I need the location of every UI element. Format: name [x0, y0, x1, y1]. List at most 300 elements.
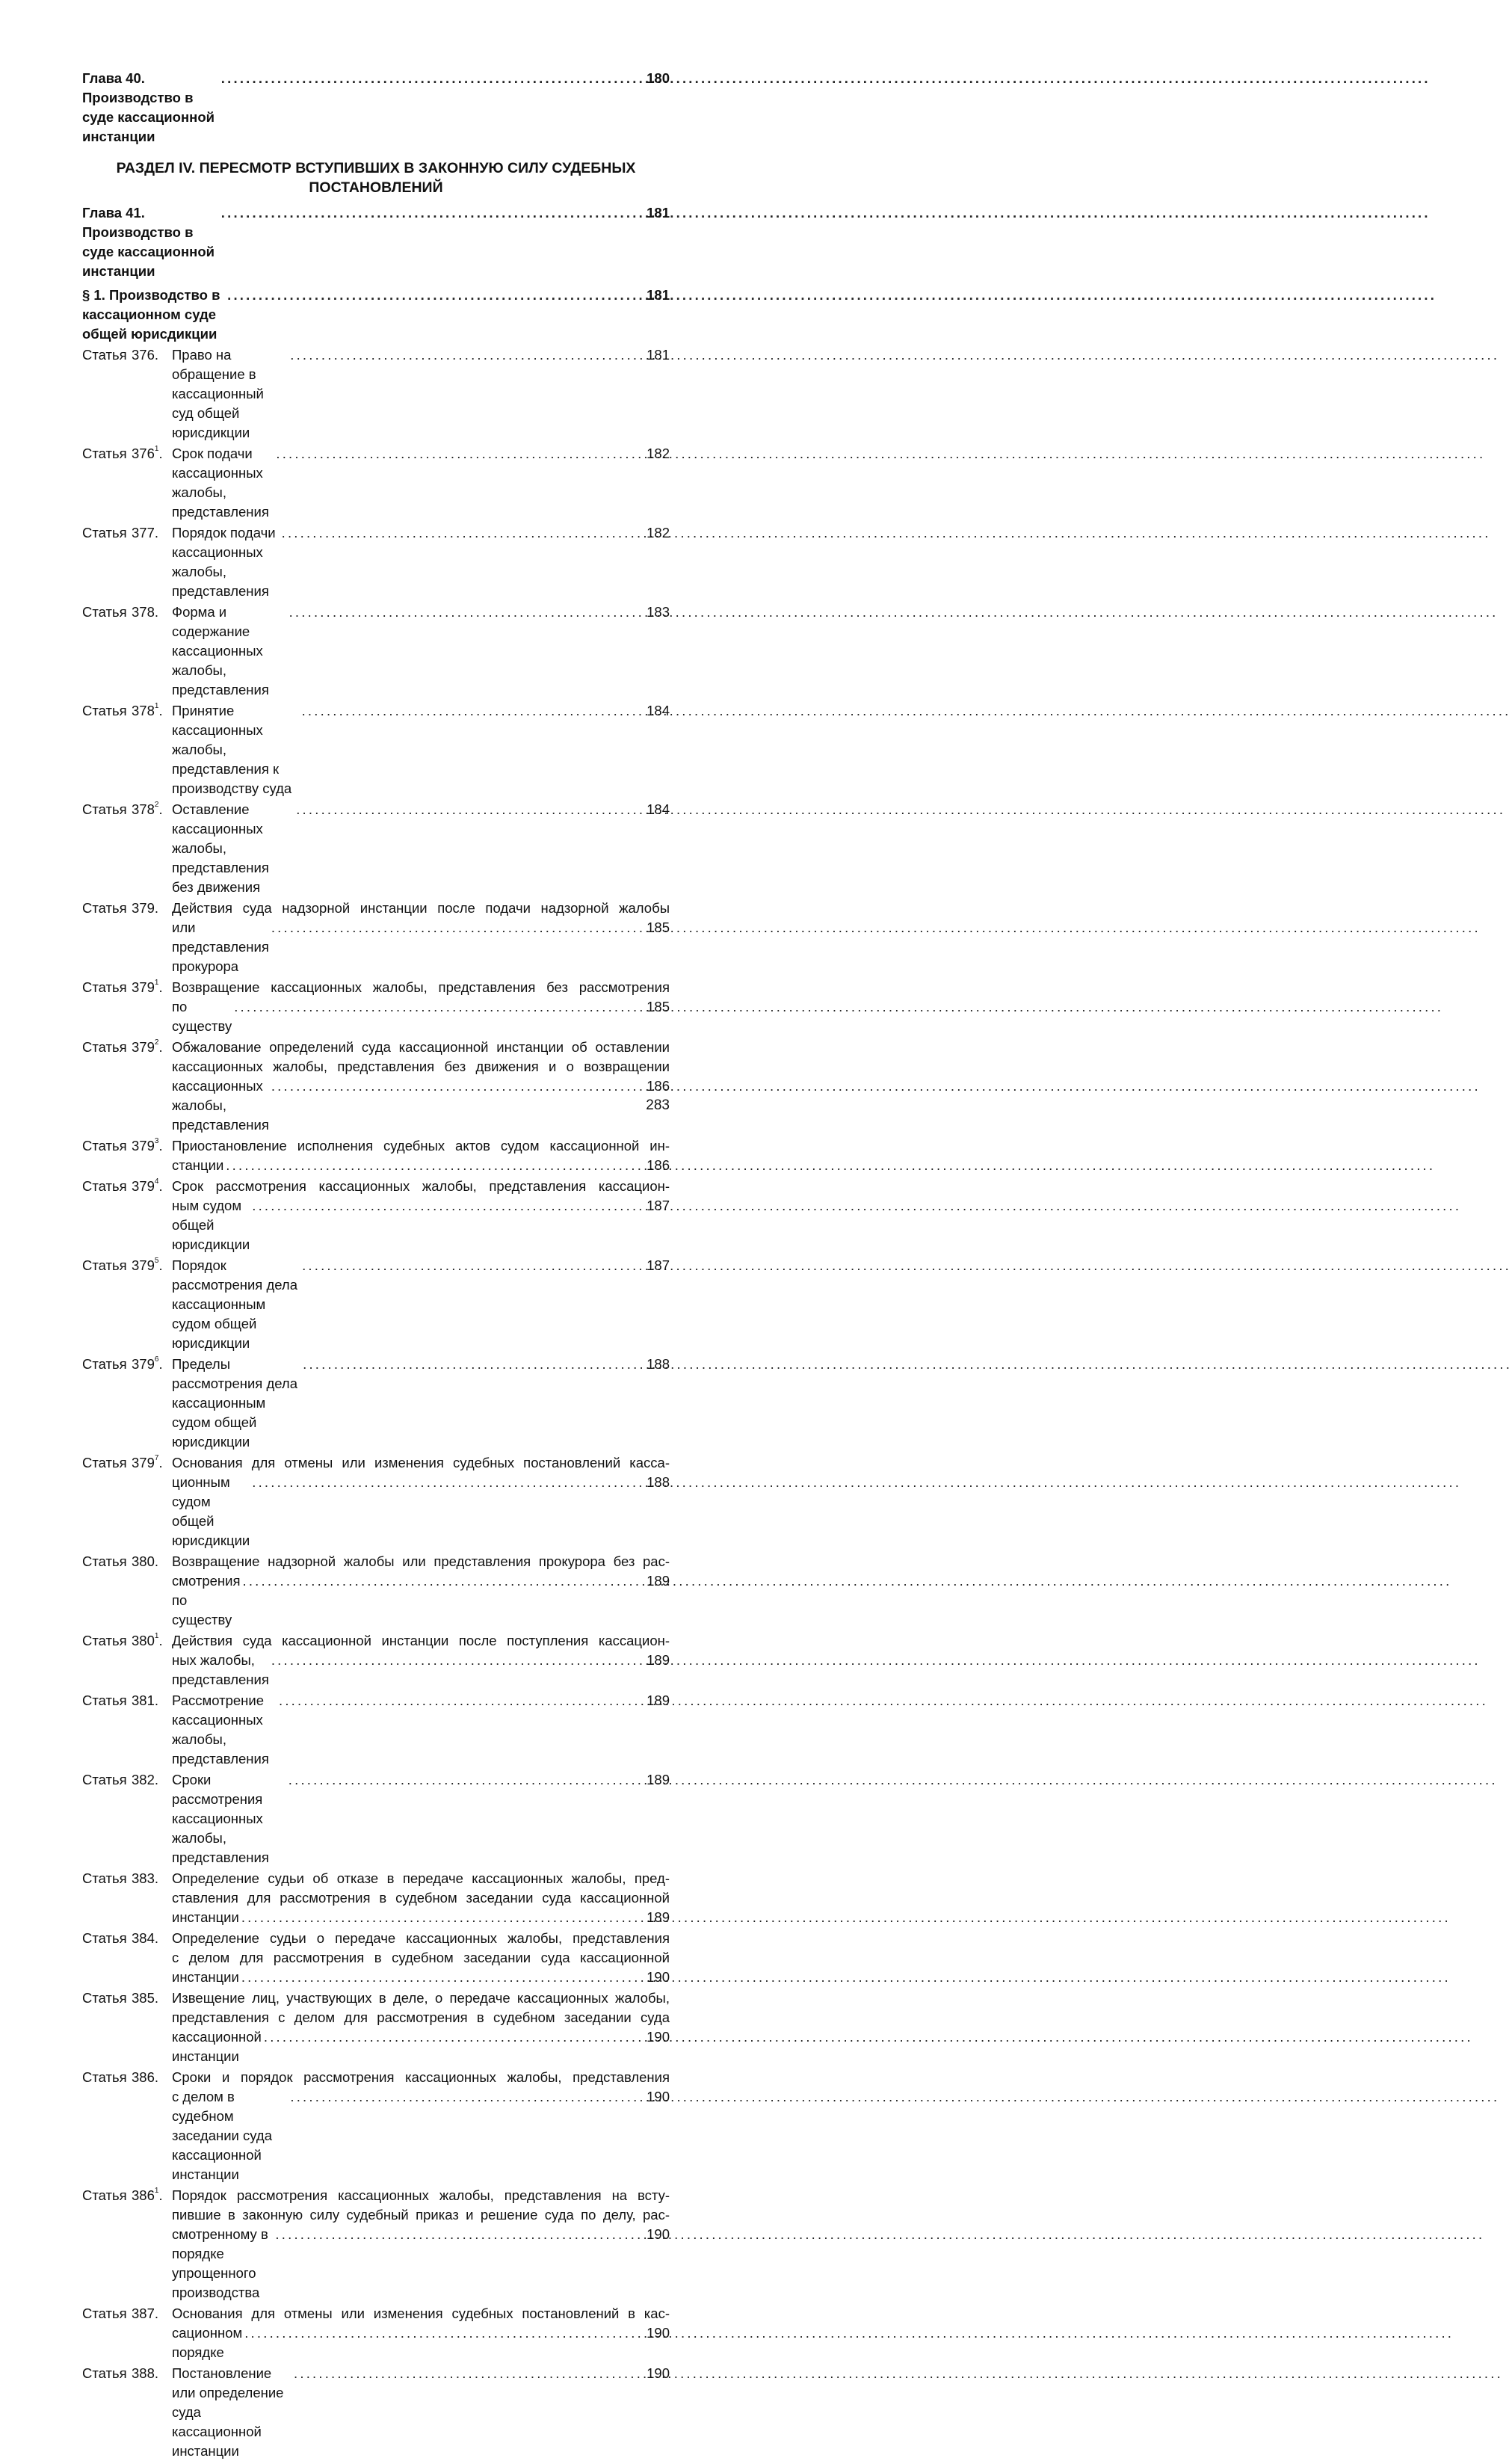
article-label: [82, 2068, 172, 2087]
article-title-last-line: [172, 2087, 670, 2184]
article-label: [82, 345, 172, 365]
article-word: Статья: [82, 801, 127, 817]
article-number-value: 377: [132, 525, 155, 540]
article-number: $380^1$.: [132, 1632, 163, 1648]
toc-article-entry[interactable]: [82, 1929, 670, 1987]
article-number: 384.: [132, 1930, 159, 1946]
article-title-line: Срок подачи кассационных жалобы, представления: [172, 446, 269, 520]
article-number: 385.: [132, 1990, 159, 2006]
article-title-line: кассационных жалобы, представления: [172, 1078, 269, 1133]
article-number: 381.: [132, 1692, 159, 1708]
article-number-superscript: 1: [154, 445, 159, 453]
article-title-last-line: [172, 2027, 670, 2066]
article-number-superscript: 3: [154, 1137, 159, 1145]
article-title-line: Определение судьи об отказе в передаче кассационных жалобы, пред-: [172, 1870, 670, 1886]
article-title: [172, 523, 670, 601]
article-title: [172, 2304, 670, 2362]
page-number: 181: [647, 205, 670, 221]
article-number-value: 379: [132, 1039, 155, 1055]
article-title-line: Порядок рассмотрения дела кассационным судом общей юрисдикции: [172, 1257, 297, 1351]
article-number-superscript: 1: [154, 979, 159, 987]
article-word: Статья: [82, 1039, 127, 1055]
dot-leader: [294, 2364, 644, 2383]
article-title-line: ных жалобы, представления: [172, 1652, 269, 1687]
article-title-last-line: [172, 1651, 670, 1690]
article-label: [82, 2186, 172, 2205]
article-number-value: 384: [132, 1930, 155, 1946]
article-title-line: пившие в законную силу судебный приказ и решение суда по делу, рас-: [172, 2207, 670, 2223]
toc-chapter-40[interactable]: [82, 69, 670, 147]
article-number-value: 378: [132, 604, 155, 620]
dot-leader: [264, 2027, 644, 2047]
article-word: Статья: [82, 900, 127, 916]
article-title-last-line: [172, 345, 670, 443]
dot-leader: [290, 2087, 644, 2107]
article-word: Статья: [82, 1257, 127, 1273]
toc-article-entry[interactable]: [82, 1177, 670, 1254]
article-title: [172, 1177, 670, 1254]
dot-leader: [221, 69, 644, 88]
article-number-superscript: 4: [154, 1177, 159, 1186]
toc-article-entry[interactable]: [82, 1136, 670, 1175]
article-label: [82, 1770, 172, 1790]
article-title: [172, 345, 670, 443]
article-word: Статья: [82, 1356, 127, 1372]
article-title-line: ставления для рассмотрения в судебном заседании суда кассационной: [172, 1890, 670, 1906]
page-number: 184: [647, 801, 670, 817]
page-number: 181: [647, 347, 670, 363]
folio-page-number: 283: [646, 1097, 670, 1113]
article-title-last-line: [172, 1196, 670, 1254]
article-title-line: Извещение лиц, участвующих в деле, о передаче кассационных жалобы,: [172, 1990, 670, 2006]
toc-article-entry[interactable]: [82, 2304, 670, 2362]
article-number-value: 388: [132, 2365, 155, 2381]
dot-leader: [288, 1770, 644, 1790]
article-number-value: 386: [132, 2187, 155, 2203]
article-title-line: Форма и содержание кассационных жалобы, представления: [172, 604, 269, 697]
article-label: [82, 1691, 172, 1710]
article-number: $379^4$.: [132, 1177, 163, 1194]
dot-leader: [302, 701, 645, 721]
article-title-line: кассационных жалобы, представления без движения и о возвращении: [172, 1059, 670, 1074]
article-label: [82, 2364, 172, 2383]
article-word: Статья: [82, 2365, 127, 2381]
article-number: 379.: [132, 900, 159, 916]
article-title-last-line: [172, 800, 670, 897]
article-number: $379^3$.: [132, 1137, 163, 1154]
dot-leader: [241, 1968, 644, 1987]
dot-leader: [275, 2225, 644, 2244]
article-title-line: инстанции: [172, 1969, 239, 1985]
page-number: 181: [647, 287, 670, 303]
article-word: Статья: [82, 1455, 127, 1470]
article-title-last-line: [172, 1968, 670, 1987]
article-title-line: смотрения по существу: [172, 1573, 241, 1627]
article-title: [172, 1691, 670, 1769]
article-word: Статья: [82, 2069, 127, 2085]
article-title-last-line: [172, 1571, 670, 1630]
article-label: [82, 701, 172, 721]
page-number: 182: [647, 525, 670, 540]
article-number-superscript: 1: [154, 702, 159, 710]
article-title-last-line: [172, 2364, 670, 2461]
article-word: Статья: [82, 1553, 127, 1569]
page-number: 190: [647, 2325, 670, 2341]
article-label: [82, 1177, 172, 1196]
toc-article-entry[interactable]: [82, 1989, 670, 2066]
article-label: [82, 2304, 172, 2323]
article-number-value: 379: [132, 1178, 155, 1194]
toc-article-entry[interactable]: [82, 1355, 670, 1452]
article-title-line: Оставление кассационных жалобы, представления без движения: [172, 801, 269, 895]
article-title-last-line: [172, 1770, 670, 1867]
article-title-line: Сроки и порядок рассмотрения кассационных жалобы, представления: [172, 2069, 670, 2085]
article-number: $376^1$.: [132, 445, 163, 461]
article-title-last-line: [172, 2225, 670, 2303]
article-number-superscript: 1: [154, 2187, 159, 2195]
article-number-value: 379: [132, 1138, 155, 1154]
article-number: $379^5$.: [132, 1257, 163, 1273]
article-title-line: смотренному в порядке упрощенного производства: [172, 2226, 268, 2300]
toc-article-entry[interactable]: [82, 701, 670, 798]
article-title: [172, 1989, 670, 2066]
article-title-last-line: [172, 1355, 670, 1452]
article-title-line: Приостановление исполнения судебных актов судом кассационной ин-: [172, 1138, 670, 1154]
page-number: 187: [647, 1198, 670, 1213]
article-title-line: Определение судьи о передаче кассационных жалобы, представления: [172, 1930, 670, 1946]
article-label: [82, 444, 172, 463]
article-number: $378^2$.: [132, 801, 163, 817]
dot-leader: [242, 1571, 644, 1591]
article-number-superscript: 2: [154, 801, 159, 809]
article-title-line: Принятие кассационных жалобы, представления к производству суда: [172, 703, 292, 796]
article-title-last-line: [172, 1691, 670, 1769]
article-title: [172, 978, 670, 1036]
article-word: Статья: [82, 604, 127, 620]
article-title: [172, 2364, 670, 2461]
article-title-line: Рассмотрение кассационных жалобы, представления: [172, 1692, 269, 1767]
article-word: Статья: [82, 703, 127, 718]
article-title-line: Срок рассмотрения кассационных жалобы, представления кассацион-: [172, 1178, 670, 1194]
article-title-line: Сроки рассмотрения кассационных жалобы, представления: [172, 1772, 269, 1865]
dot-leader: [227, 286, 644, 305]
page-number: 187: [647, 1257, 670, 1273]
page-number: 189: [647, 1573, 670, 1589]
article-label: [82, 1869, 172, 1888]
article-number: $379^7$.: [132, 1454, 163, 1470]
article-title-line: Возвращение надзорной жалобы или представления прокурора без рас-: [172, 1553, 670, 1569]
toc-article-entry[interactable]: [82, 978, 670, 1036]
dot-leader: [282, 523, 645, 543]
article-title: [172, 701, 670, 798]
article-title: [172, 1929, 670, 1987]
article-number: 386.: [132, 2069, 159, 2085]
toc-article-entry[interactable]: [82, 2068, 670, 2184]
document-page: [0, 0, 736, 2459]
article-title: [172, 1770, 670, 1867]
article-title-line: или представления прокурора: [172, 920, 269, 974]
article-label: [82, 1256, 172, 1275]
dot-leader: [302, 1256, 644, 1275]
chapter-title: Глава 40. Производство в суде кассационной инстанции: [82, 70, 215, 144]
article-label: [82, 603, 172, 622]
article-number-value: 376: [132, 347, 155, 363]
article-number-value: 379: [132, 1455, 155, 1470]
page-number: 185: [647, 999, 670, 1014]
page-number: 189: [647, 1909, 670, 1925]
article-label: [82, 1453, 172, 1473]
article-title-last-line: [172, 1473, 670, 1550]
article-number-value: 383: [132, 1870, 155, 1886]
article-title-last-line: [172, 603, 670, 700]
page-number: 190: [647, 2365, 670, 2381]
article-title-line: сационном порядке: [172, 2325, 243, 2360]
toc-article-entry[interactable]: [82, 1038, 670, 1135]
article-title: [172, 2068, 670, 2184]
article-title-line: Обжалование определений суда кассационной инстанции об оставлении: [172, 1039, 670, 1055]
toc-article-entry[interactable]: [82, 1256, 670, 1353]
article-title-line: Основания для отмены или изменения судебных постановлений в кас-: [172, 2306, 670, 2321]
article-number-superscript: 2: [154, 1038, 159, 1047]
dot-leader: [234, 997, 644, 1017]
page-number: 189: [647, 1652, 670, 1668]
article-title-line: кассационной инстанции: [172, 2029, 262, 2064]
article-number: 382.: [132, 1772, 159, 1787]
dot-leader: [303, 1355, 644, 1374]
toc-article-entry[interactable]: [82, 1869, 670, 1927]
article-number: $379^2$.: [132, 1038, 163, 1055]
dot-leader: [271, 1651, 644, 1670]
page-number: 186: [647, 1078, 670, 1094]
article-title-line: по существу: [172, 999, 232, 1034]
article-number: 380.: [132, 1553, 159, 1569]
article-title: [172, 444, 670, 522]
page-number: 185: [647, 920, 670, 935]
page-number: 190: [647, 2089, 670, 2104]
dot-leader: [244, 2323, 644, 2343]
toc-article-entry[interactable]: [82, 523, 670, 601]
toc-article-entry[interactable]: [82, 603, 670, 700]
article-number: 378.: [132, 604, 159, 620]
article-label: [82, 978, 172, 997]
section-heading-line-2: ПОСТАНОВЛЕНИЙ: [309, 179, 443, 196]
article-number: $378^1$.: [132, 702, 163, 718]
table-of-contents: [82, 67, 670, 2461]
article-number-value: 376: [132, 446, 155, 461]
page-number: 189: [647, 1772, 670, 1787]
article-word: Статья: [82, 1178, 127, 1194]
article-label: [82, 899, 172, 918]
article-title: [172, 1038, 670, 1135]
article-title-line: инстанции: [172, 1909, 239, 1925]
article-title-last-line: [172, 444, 670, 522]
article-title-line: Порядок подачи кассационных жалобы, представления: [172, 525, 276, 599]
article-number-value: 379: [132, 979, 155, 995]
dot-leader: [290, 345, 644, 365]
article-title-last-line: [172, 997, 670, 1036]
page-number: 180: [647, 70, 670, 86]
article-title-line: Право на обращение в кассационный суд общей юрисдикции: [172, 347, 264, 440]
article-title-line: Порядок рассмотрения кассационных жалобы, представления на всту-: [172, 2187, 670, 2203]
article-title-line: ным судом общей юрисдикции: [172, 1198, 250, 1252]
article-number: 377.: [132, 525, 159, 540]
article-number-value: 381: [132, 1692, 155, 1708]
article-title: [172, 2186, 670, 2303]
page-number: 190: [647, 2226, 670, 2242]
toc-article-entry[interactable]: [82, 345, 670, 443]
article-label: [82, 1552, 172, 1571]
page-number: 190: [647, 1969, 670, 1985]
article-word: Статья: [82, 979, 127, 995]
article-number-superscript: 5: [154, 1257, 159, 1265]
article-title-line: Пределы рассмотрения дела кассационным судом общей юрисдикции: [172, 1356, 297, 1450]
article-number-value: 380: [132, 1633, 155, 1648]
dot-leader: [241, 1908, 644, 1927]
article-label: [82, 1038, 172, 1057]
article-number-superscript: 7: [154, 1454, 159, 1462]
toc-article-entry[interactable]: [82, 1691, 670, 1769]
article-number-value: 379: [132, 900, 155, 916]
toc-article-entry[interactable]: [82, 1770, 670, 1867]
article-number-value: 379: [132, 1257, 155, 1273]
dot-leader: [271, 1077, 644, 1096]
page-number: 186: [647, 1157, 670, 1173]
article-number-value: 378: [132, 703, 155, 718]
article-number: $379^6$.: [132, 1355, 163, 1372]
toc-article-entry[interactable]: [82, 1453, 670, 1550]
article-title-line: Постановление или определение суда кассационной инстанции: [172, 2365, 284, 2459]
article-number: 383.: [132, 1870, 159, 1886]
article-title: [172, 899, 670, 976]
article-title-last-line: [172, 918, 670, 976]
article-number-value: 378: [132, 801, 155, 817]
toc-article-entry[interactable]: [82, 899, 670, 976]
article-number-value: 380: [132, 1553, 155, 1569]
article-label: [82, 523, 172, 543]
page-number: 183: [647, 604, 670, 620]
toc-chapter-41[interactable]: [82, 203, 670, 281]
article-title-last-line: [172, 1156, 670, 1175]
article-title: [172, 1631, 670, 1690]
article-number-value: 382: [132, 1772, 155, 1787]
article-title-line: с делом в судебном заседании суда кассационной инстанции: [172, 2089, 272, 2182]
dot-leader: [252, 1196, 644, 1216]
article-title-line: станции: [172, 1157, 224, 1173]
page-number: 184: [647, 703, 670, 718]
article-title-last-line: [172, 1256, 670, 1353]
page-number: 190: [647, 2029, 670, 2045]
article-word: Статья: [82, 1870, 127, 1886]
article-title: [172, 1136, 670, 1175]
article-label: [82, 800, 172, 819]
article-word: Статья: [82, 2306, 127, 2321]
article-title-line: ционным судом общей юрисдикции: [172, 1474, 250, 1548]
article-title-line: представления с делом для рассмотрения в судебном заседании суда: [172, 2009, 670, 2025]
article-number: $379^1$.: [132, 979, 163, 995]
dot-leader: [271, 918, 644, 937]
article-number: 376.: [132, 347, 159, 363]
article-word: Статья: [82, 347, 127, 363]
article-number: 387.: [132, 2306, 159, 2321]
article-list: [82, 345, 670, 2461]
article-label: [82, 1989, 172, 2008]
article-title-last-line: [172, 2323, 670, 2362]
article-number: 388.: [132, 2365, 159, 2381]
article-title: [172, 1355, 670, 1452]
article-title-line: Возвращение кассационных жалобы, представления без рассмотрения: [172, 979, 670, 995]
article-number-value: 379: [132, 1356, 155, 1372]
article-title: [172, 1453, 670, 1550]
article-word: Статья: [82, 446, 127, 461]
chapter-title: Глава 41. Производство в суде кассационной инстанции: [82, 205, 215, 279]
article-word: Статья: [82, 1692, 127, 1708]
article-title-last-line: [172, 523, 670, 601]
article-number-value: 385: [132, 1990, 155, 2006]
dot-leader: [252, 1473, 644, 1492]
dot-leader: [289, 603, 645, 622]
article-word: Статья: [82, 1633, 127, 1648]
section-heading-line-1: РАЗДЕЛ IV. ПЕРЕСМОТР ВСТУПИВШИХ В ЗАКОННУЮ СИЛУ СУДЕБНЫХ: [116, 160, 636, 176]
article-word: Статья: [82, 1772, 127, 1787]
toc-article-entry[interactable]: [82, 1552, 670, 1630]
dot-leader: [279, 1691, 644, 1710]
section-heading: [82, 158, 670, 197]
article-word: Статья: [82, 1990, 127, 2006]
page-number: 188: [647, 1474, 670, 1490]
dot-leader: [296, 800, 644, 819]
page-number: 182: [647, 446, 670, 461]
article-number-superscript: 6: [154, 1355, 159, 1364]
article-title-last-line: [172, 1908, 670, 1927]
dot-leader: [221, 203, 644, 223]
dot-leader: [276, 444, 644, 463]
article-number-superscript: 1: [154, 1632, 159, 1640]
page-number: 188: [647, 1356, 670, 1372]
article-number-value: 387: [132, 2306, 155, 2321]
article-label: [82, 1929, 172, 1948]
toc-article-entry[interactable]: [82, 800, 670, 897]
article-word: Статья: [82, 2187, 127, 2203]
article-title: [172, 1552, 670, 1630]
article-title-last-line: [172, 1077, 670, 1135]
article-label: [82, 1136, 172, 1156]
toc-article-entry[interactable]: [82, 444, 670, 522]
article-title: [172, 603, 670, 700]
article-title: [172, 1869, 670, 1927]
article-title-line: Основания для отмены или изменения судебных постановлений касса-: [172, 1455, 670, 1470]
toc-paragraph-1[interactable]: [82, 286, 670, 344]
article-title: [172, 800, 670, 897]
article-number: $386^1$.: [132, 2187, 163, 2203]
article-label: [82, 1631, 172, 1651]
article-title-line: с делом для рассмотрения в судебном заседании суда кассационной: [172, 1950, 670, 1965]
dot-leader: [226, 1156, 644, 1175]
toc-article-entry[interactable]: [82, 2364, 670, 2461]
toc-article-entry[interactable]: [82, 2186, 670, 2303]
article-word: Статья: [82, 1930, 127, 1946]
toc-article-entry[interactable]: [82, 1631, 670, 1690]
article-title: [172, 1256, 670, 1353]
article-title-last-line: [172, 701, 670, 798]
page-number: 189: [647, 1692, 670, 1708]
article-title-line: Действия суда кассационной инстанции после поступления кассацион-: [172, 1633, 670, 1648]
article-title-line: Действия суда надзорной инстанции после подачи надзорной жалобы: [172, 900, 670, 916]
article-number-value: 386: [132, 2069, 155, 2085]
article-label: [82, 1355, 172, 1374]
paragraph-title: § 1. Производство в кассационном суде общей юрисдикции: [82, 287, 220, 342]
article-word: Статья: [82, 1138, 127, 1154]
article-word: Статья: [82, 525, 127, 540]
